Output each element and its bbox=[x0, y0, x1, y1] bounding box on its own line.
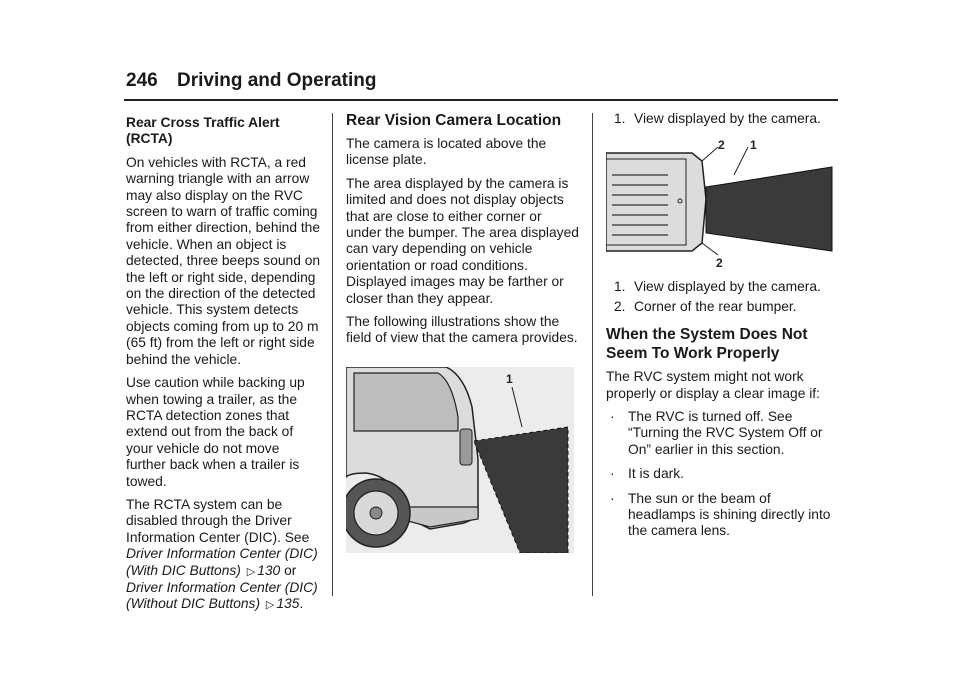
list-item bbox=[606, 299, 838, 315]
top-view-camera-illustration bbox=[606, 139, 834, 271]
page-header bbox=[126, 70, 377, 92]
list-text: View displayed by the camera. bbox=[634, 111, 821, 126]
camera-paragraph-1: The camera is located above the license plate. bbox=[346, 136, 547, 168]
rcta-heading: Rear Cross Traffic Alert (RCTA) bbox=[126, 115, 280, 147]
column-1 bbox=[126, 115, 322, 621]
bullet-icon: · bbox=[610, 409, 615, 425]
header-rule bbox=[124, 99, 838, 101]
column-2 bbox=[346, 111, 580, 553]
figure-label-1: 1 bbox=[506, 371, 513, 386]
list-view-2 bbox=[606, 279, 838, 315]
list-number: 2. bbox=[614, 298, 626, 314]
bullet-text: The RVC is turned off. See “Turning the RVC System Off or On” earlier in this section. bbox=[628, 409, 823, 457]
column-3 bbox=[606, 111, 838, 548]
rcta-p3-intro: The RCTA system can be disabled through the Driver Information Center (DIC). See bbox=[126, 496, 310, 545]
list-item bbox=[606, 466, 838, 482]
period: . bbox=[299, 596, 304, 612]
camera-paragraph-2: The area displayed by the camera is limited and does not display objects that are close to either corner or under the bumper. The area displayed can vary depending on vehicle orientation or road conditions. Displayed images may be farther or closer than they appear. bbox=[346, 175, 579, 306]
ref-link-dic-with-buttons[interactable]: Driver Information Center (DIC) (With DIC Buttons) bbox=[126, 546, 318, 578]
not-working-intro: The RVC system might not work properly or display a clear image if: bbox=[606, 369, 820, 401]
section-title: Driving and Operating bbox=[176, 70, 377, 91]
triangle-right-icon: ▷ bbox=[265, 599, 275, 612]
bullet-icon: · bbox=[610, 466, 615, 482]
list-view-1 bbox=[606, 111, 838, 127]
column-divider-1 bbox=[332, 113, 333, 596]
not-working-list bbox=[606, 409, 838, 540]
or-text: or bbox=[280, 562, 297, 578]
figure-label-2-top: 2 bbox=[718, 139, 725, 153]
triangle-right-icon: ▷ bbox=[246, 565, 256, 578]
ref-page-130[interactable]: 130 bbox=[257, 562, 281, 578]
ref-link-dic-without-buttons[interactable]: Driver Information Center (DIC) (Without DIC Buttons) bbox=[126, 579, 318, 612]
bullet-text: The sun or the beam of headlamps is shining directly into the camera lens. bbox=[628, 490, 831, 539]
not-working-heading: When the System Does Not Seem To Work Properly bbox=[606, 326, 808, 363]
rear-vehicle-camera-illustration bbox=[346, 367, 574, 553]
column-divider-2 bbox=[592, 113, 593, 596]
camera-paragraph-3: The following illustrations show the field of view that the camera provides. bbox=[346, 314, 578, 346]
ref-page-135[interactable]: 135 bbox=[276, 596, 300, 612]
list-item bbox=[606, 491, 838, 540]
list-text: Corner of the rear bumper. bbox=[634, 298, 797, 314]
camera-location-heading: Rear Vision Camera Location bbox=[346, 112, 562, 129]
page-number: 246 bbox=[126, 70, 158, 91]
list-item bbox=[606, 111, 838, 127]
rcta-paragraph-1: On vehicles with RCTA, a red warning triangle with an arrow may also display on the RVC screen to warn of traffic coming from either direction, behind the vehicle. When an object is detected, three beeps sound on the left or right side, depending on the direction of the detected vehicle. This system detects objects coming from up to 20 m (65 ft) from the left or right side behind the vehicle. bbox=[126, 154, 321, 367]
figure-label-2-bottom: 2 bbox=[716, 256, 723, 271]
list-number: 1. bbox=[614, 111, 626, 126]
list-item bbox=[606, 409, 838, 458]
rcta-paragraph-2: Use caution while backing up when towing a trailer, as the RCTA detection zones that extend out from the back of your vehicle do not move further back when a trailer is towed. bbox=[126, 375, 305, 489]
list-text: View displayed by the camera. bbox=[634, 279, 821, 295]
list-number: 1. bbox=[614, 279, 626, 295]
rcta-paragraph-3 bbox=[126, 497, 322, 614]
figure-label-1: 1 bbox=[750, 139, 757, 153]
list-item bbox=[606, 279, 838, 295]
bullet-icon: · bbox=[610, 490, 615, 506]
bullet-text: It is dark. bbox=[628, 466, 684, 482]
